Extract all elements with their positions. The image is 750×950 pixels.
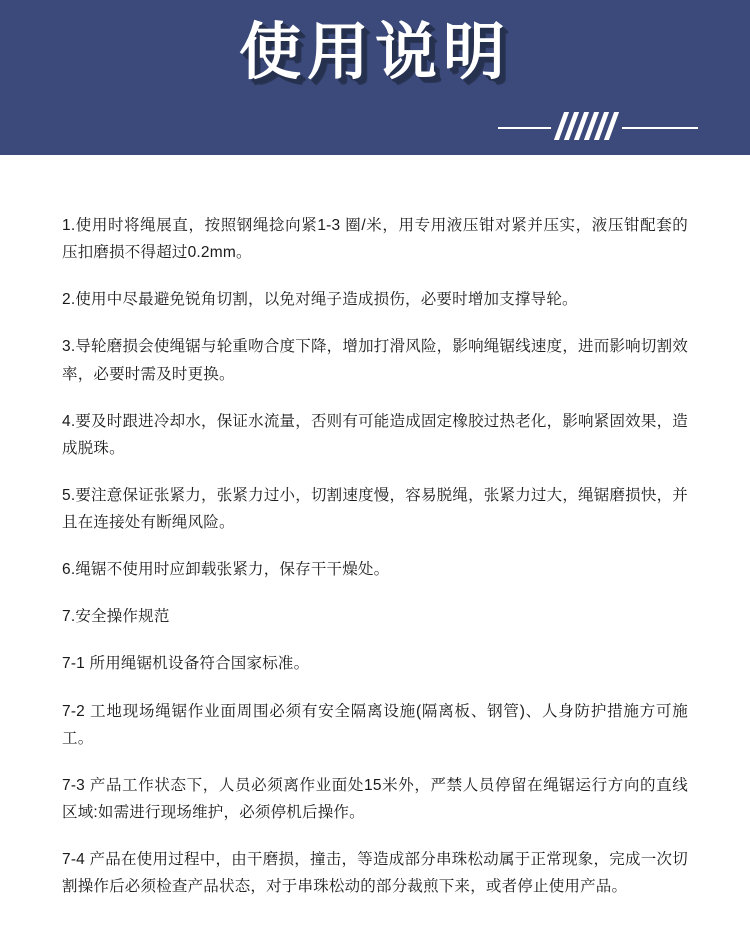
- instruction-paragraph: 4.要及时跟进冷却水，保证水流量，否则有可能造成固定橡胶过热老化，影响紧固效果，造成脱珠。: [62, 412, 688, 457]
- instruction-paragraph: 1.使用时将绳展直，按照钢绳捻向紧1-3 圈/米，用专用液压钳对紧并压实，液压钳配套的压扣磨损不得超过0.2mm。: [62, 217, 688, 262]
- instruction-paragraph: 2.使用中尽最避免锐角切割，以免对绳子造成损伤，必要时增加支撑导轮。: [62, 291, 578, 309]
- instruction-paragraph: 7-4 产品在使用过程中，由干磨损，撞击，等造成部分串珠松动属于正常现象，完成一次切割操作后必须检查产品状态，对于串珠松动的部分裁煎下来，或者停止使用产品。: [62, 851, 688, 896]
- slash-decoration-icon: [551, 112, 622, 140]
- instruction-paragraph: 7.安全操作规范: [62, 608, 170, 626]
- instruction-paragraph: 6.绳锯不使用时应卸载张紧力，保存干干燥处。: [62, 561, 390, 579]
- instruction-paragraph: 7-1 所用绳锯机设备符合国家标准。: [62, 655, 310, 673]
- instruction-paragraph: 7-2 工地现场绳锯作业面周围必须有安全隔离设施(隔离板、钢管)、人身防护措施方可施工。: [62, 702, 688, 747]
- page-title: 使用说明: [238, 18, 511, 87]
- instruction-body: [0, 155, 750, 900]
- header-banner: [0, 0, 750, 155]
- instruction-paragraph: 3.导轮磨损会使绳锯与轮重吻合度下降，增加打滑风险，影响绳锯线速度，进而影响切割效率，必要时需及时更换。: [62, 338, 688, 383]
- instruction-paragraph: 5.要注意保证张紧力，张紧力过小，切割速度慢，容易脱绳，张紧力过大，绳锯磨损快，并且在连接处有断绳风险。: [62, 486, 688, 531]
- instruction-paragraph: 7-3 产品工作状态下，人员必须离作业面处15米外，严禁人员停留在绳锯运行方向的直线区域:如需进行现场维护，必须停机后操作。: [62, 776, 688, 821]
